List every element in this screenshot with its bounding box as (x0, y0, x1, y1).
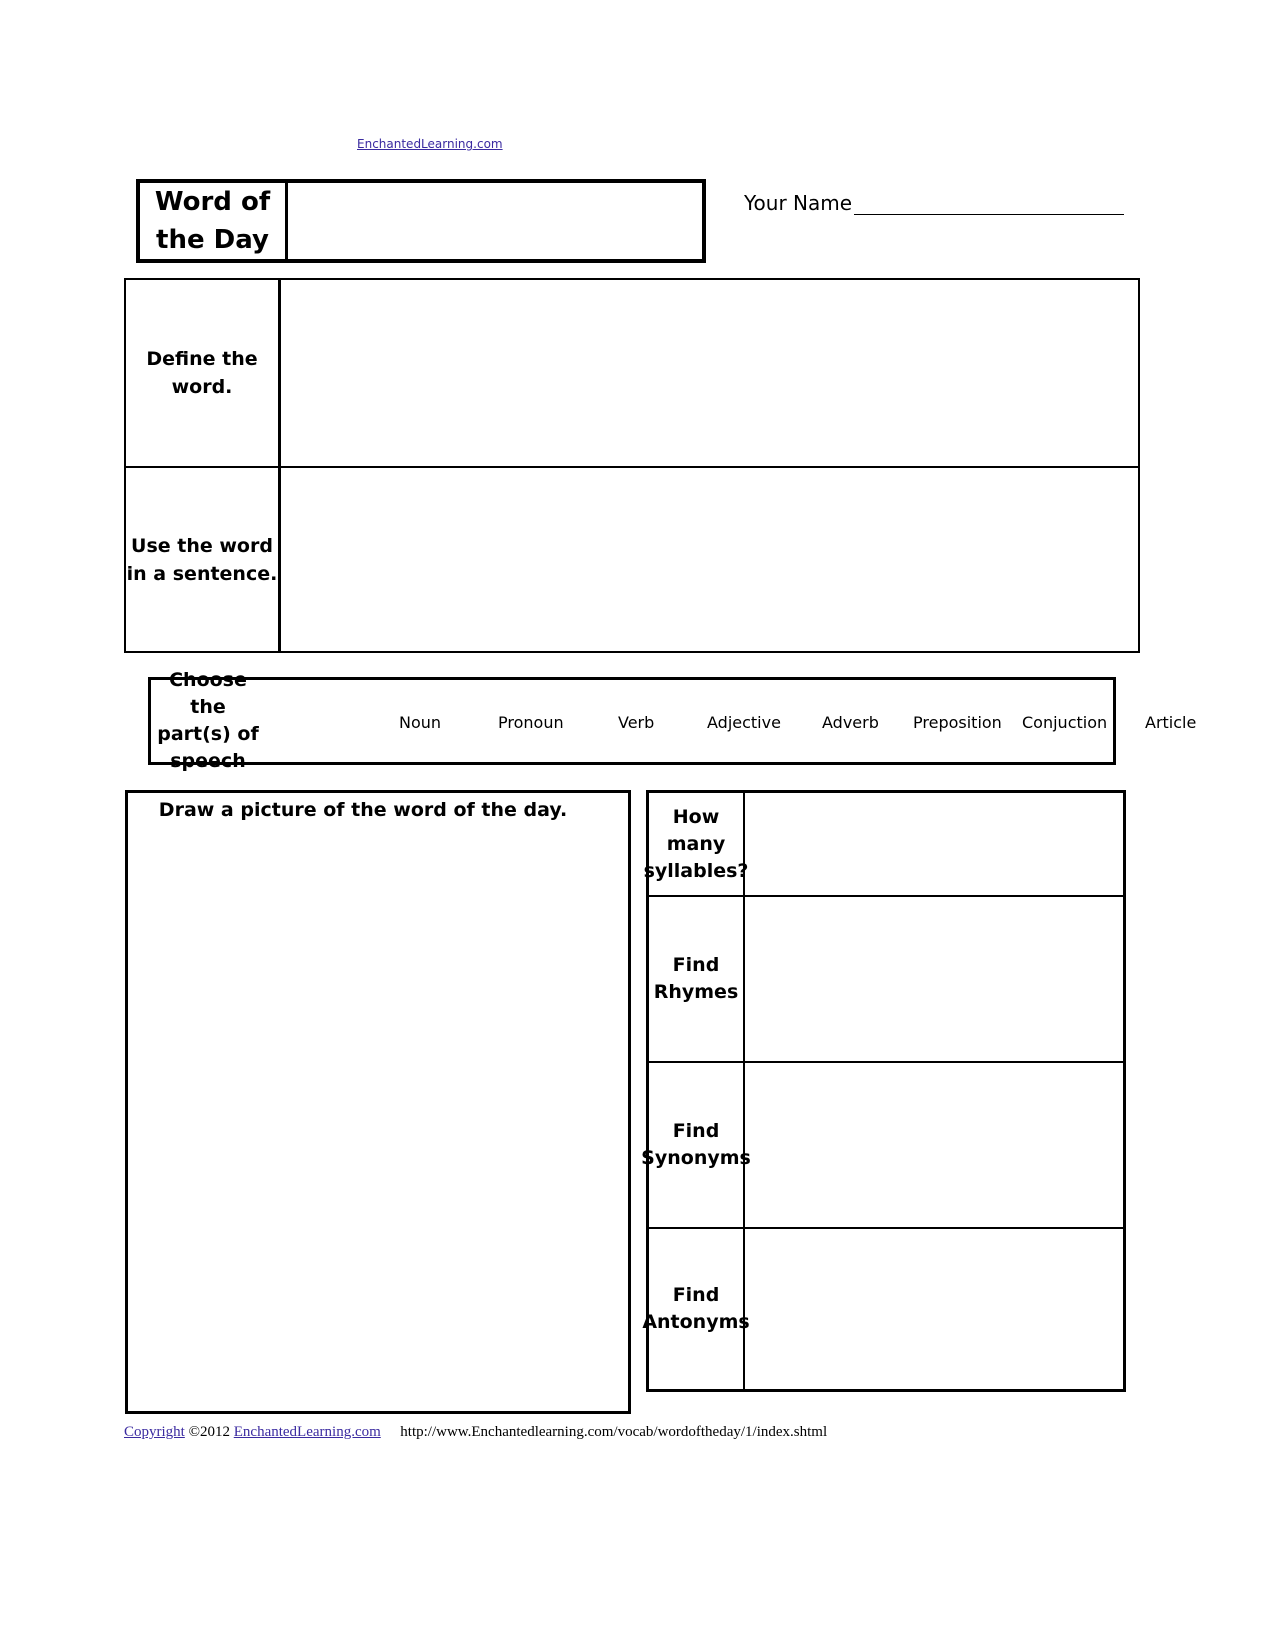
rhymes-label-line1: Find (672, 954, 720, 976)
antonyms-answer-cell[interactable] (745, 1229, 1123, 1389)
pos-option-adverb[interactable]: Adverb (822, 713, 879, 732)
syllables-label-line2: syllables? (643, 859, 749, 882)
syllables-answer-cell[interactable] (745, 793, 1123, 895)
your-name-input-line[interactable] (854, 194, 1124, 215)
antonyms-label-line1: Find (672, 1284, 720, 1306)
define-row (126, 280, 1138, 468)
syllables-row (643, 793, 1123, 897)
sentence-label-line1: Use the word (131, 534, 273, 557)
footer-site-link[interactable]: EnchantedLearning.com (233, 1424, 381, 1440)
sentence-row (126, 468, 1138, 651)
synonyms-answer-cell[interactable] (745, 1063, 1123, 1227)
footer (124, 1424, 827, 1441)
parts-of-speech-box (148, 669, 1197, 772)
word-of-the-day-label-line2: the Day (156, 225, 269, 255)
your-name-label: Your Name (744, 191, 853, 215)
rhymes-answer-cell[interactable] (745, 897, 1123, 1061)
parts-of-speech-label-line3: speech (170, 750, 246, 772)
pos-option-verb[interactable]: Verb (618, 713, 655, 732)
parts-of-speech-label-line1: Choose the (169, 669, 247, 718)
parts-of-speech-label-line2: part(s) of (157, 723, 259, 745)
rhymes-label (649, 897, 745, 1061)
rhymes-label-line2: Rhymes (653, 981, 739, 1003)
parts-of-speech-options (263, 680, 1197, 762)
synonyms-row (641, 1063, 1123, 1229)
define-answer-cell[interactable] (281, 280, 1138, 466)
pos-option-article[interactable]: Article (1145, 713, 1197, 732)
word-of-the-day-field[interactable] (288, 183, 702, 259)
parts-of-speech-label (151, 667, 263, 775)
word-of-the-day-box (136, 179, 706, 263)
antonyms-label-line2: Antonyms (642, 1311, 750, 1333)
footer-copyright-text: ©2012 (188, 1424, 230, 1440)
your-name-field (744, 191, 1124, 215)
syllables-label-line1: How many (666, 805, 726, 855)
pos-option-conjuction[interactable]: Conjuction (1022, 713, 1108, 732)
header-site-link[interactable]: EnchantedLearning.com (357, 137, 503, 151)
define-label-line2: word. (171, 376, 233, 398)
drawing-box[interactable] (125, 790, 631, 1414)
pos-option-adjective[interactable]: Adjective (707, 713, 781, 732)
antonyms-row (642, 1229, 1123, 1389)
definition-table (124, 278, 1140, 653)
pos-option-preposition[interactable]: Preposition (913, 713, 1002, 732)
antonyms-label (642, 1229, 750, 1389)
synonyms-label-line2: Synonyms (641, 1147, 751, 1169)
pos-option-noun[interactable]: Noun (399, 713, 442, 732)
synonyms-label (641, 1063, 751, 1227)
define-label (126, 280, 281, 466)
sentence-label (126, 468, 281, 651)
footer-url: http://www.Enchantedlearning.com/vocab/wordoftheday/1/index.shtml (400, 1424, 828, 1440)
syllables-label (643, 793, 749, 895)
word-of-the-day-label (140, 183, 288, 259)
sentence-answer-cell[interactable] (281, 468, 1138, 651)
rhymes-row (649, 897, 1123, 1063)
drawing-title: Draw a picture of the word of the day. (158, 799, 568, 821)
footer-copyright-link[interactable]: Copyright (124, 1424, 185, 1440)
synonyms-label-line1: Find (672, 1120, 720, 1142)
word-of-the-day-label-line1: Word of (154, 187, 271, 217)
pos-option-pronoun[interactable]: Pronoun (498, 713, 564, 732)
word-study-table (641, 790, 1126, 1392)
sentence-label-line2: in a sentence. (126, 562, 278, 585)
define-label-line1: Define the (146, 348, 258, 370)
